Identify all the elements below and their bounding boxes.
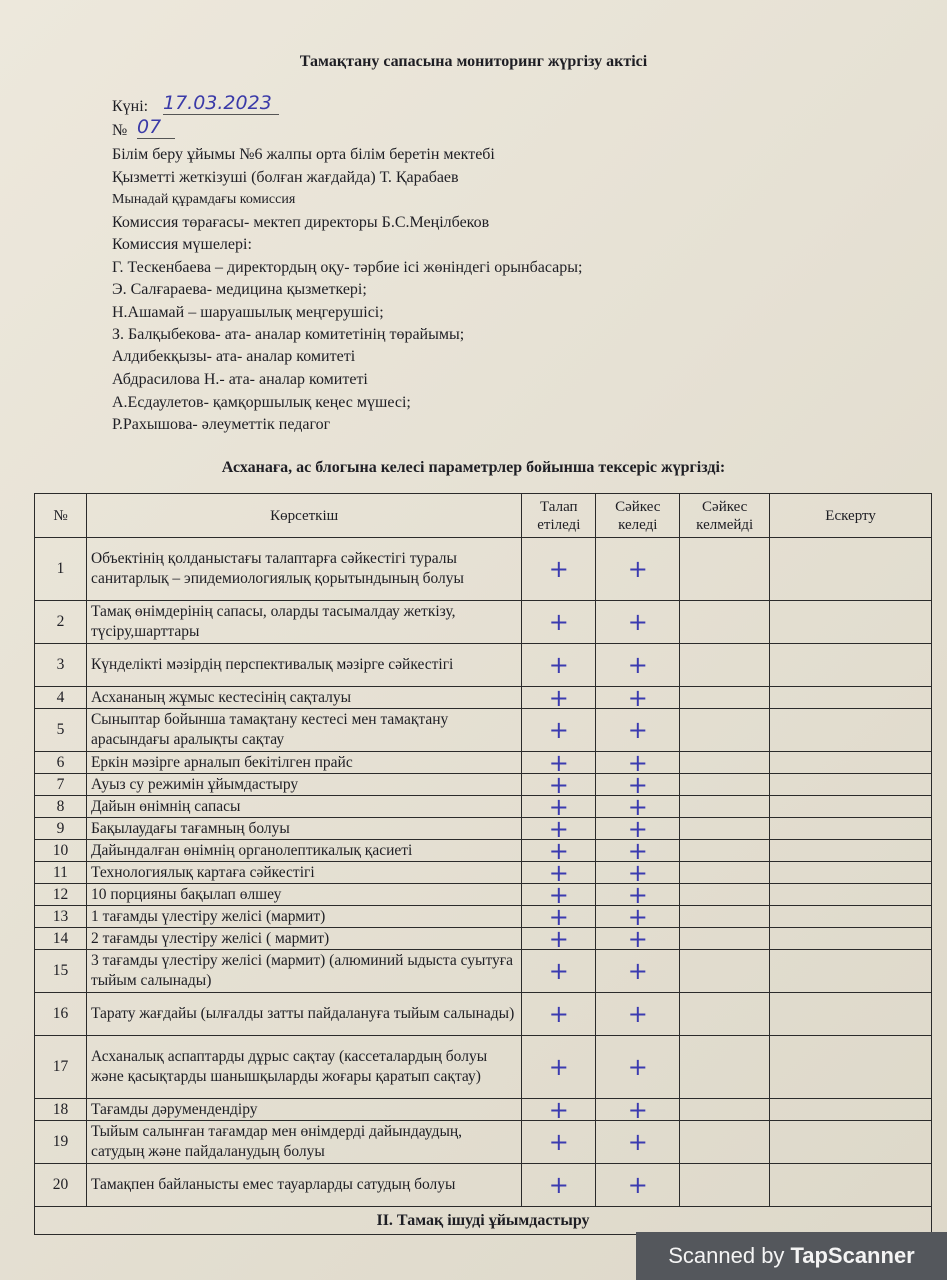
table-row [35, 993, 932, 1036]
row-num: 19 [35, 1121, 87, 1164]
row-complies-mark: + [596, 1164, 680, 1207]
row-required-mark: + [522, 1164, 596, 1207]
row-note [770, 906, 932, 928]
section-two-row [35, 1207, 932, 1235]
row-required-mark: + [522, 687, 596, 709]
row-note [770, 796, 932, 818]
row-complies-mark: + [596, 796, 680, 818]
row-complies-mark: + [596, 1036, 680, 1099]
row-complies-mark: + [596, 818, 680, 840]
commission-line: Мынадай құрамдағы комиссия [112, 192, 296, 207]
row-required-mark: + [522, 928, 596, 950]
row-indicator: Ауыз су режимін ұйымдастыру [86, 774, 521, 796]
row-indicator: Күнделікті мәзірдің перспективалық мәзірге сәйкестігі [86, 644, 521, 687]
table-row [35, 538, 932, 601]
row-num: 15 [35, 950, 87, 993]
row-note [770, 818, 932, 840]
row-required-mark: + [522, 1036, 596, 1099]
table-row [35, 601, 932, 644]
row-complies-mark: + [596, 1099, 680, 1121]
row-complies-mark: + [596, 774, 680, 796]
member-line: Г. Тескенбаева – директордың оқу- тәрбие ісі жөніндегі орынбасары; [112, 259, 583, 276]
row-indicator: Технологиялық картаға сәйкестігі [86, 862, 521, 884]
row-complies-mark: + [596, 687, 680, 709]
row-note [770, 993, 932, 1036]
table-row [35, 1036, 932, 1099]
row-required-mark: + [522, 796, 596, 818]
row-complies-mark: + [596, 993, 680, 1036]
row-indicator: Бақылаудағы тағамның болуы [86, 818, 521, 840]
row-required-mark: + [522, 1121, 596, 1164]
scanner-brand: TapScanner [790, 1243, 915, 1268]
table-row [35, 840, 932, 862]
row-complies-mark: + [596, 840, 680, 862]
row-required-mark: + [522, 644, 596, 687]
header-note: Ескерту [770, 494, 932, 538]
row-required-mark: + [522, 538, 596, 601]
row-required-mark: + [522, 884, 596, 906]
row-indicator: Дайындалған өнімнің органолептикалық қасиеті [86, 840, 521, 862]
row-indicator: Объектінің қолданыстағы талаптарға сәйкестігі туралы санитарлық – эпидемиологиялық қорытындының болуы [86, 538, 521, 601]
row-num: 3 [35, 644, 87, 687]
date-value: 17.03.2023 [163, 92, 279, 115]
row-indicator: Тарату жағдайы (ылғалды затты пайдалануға тыйым салынады) [86, 993, 521, 1036]
row-not-complies [680, 840, 770, 862]
scanner-watermark [636, 1232, 947, 1280]
row-note [770, 538, 932, 601]
row-indicator: Сыныптар бойынша тамақтану кестесі мен тамақтану арасындағы аралықты сақтау [86, 709, 521, 752]
scanner-prefix: Scanned by [668, 1243, 785, 1268]
table-row [35, 1121, 932, 1164]
table-row [35, 644, 932, 687]
row-required-mark: + [522, 840, 596, 862]
row-complies-mark: + [596, 1121, 680, 1164]
row-note [770, 1164, 932, 1207]
row-num: 10 [35, 840, 87, 862]
row-indicator: Тамақ өнімдерінің сапасы, оларды тасымалдау жеткізу, түсіру,шарттары [86, 601, 521, 644]
row-note [770, 687, 932, 709]
table-row [35, 818, 932, 840]
row-num: 1 [35, 538, 87, 601]
row-note [770, 1099, 932, 1121]
row-note [770, 884, 932, 906]
table-row [35, 862, 932, 884]
row-indicator: Дайын өнімнің сапасы [86, 796, 521, 818]
row-complies-mark: + [596, 862, 680, 884]
document-title: Тамақтану сапасына мониторинг жүргізу актісі [299, 53, 648, 70]
row-indicator: 10 порцияны бақылап өлшеу [86, 884, 521, 906]
member-line: Э. Салғараева- медицина қызметкері; [112, 281, 367, 298]
member-line: Алдибекқызы- ата- аналар комитеті [112, 348, 356, 365]
row-complies-mark: + [596, 884, 680, 906]
row-note [770, 840, 932, 862]
table-row [35, 928, 932, 950]
row-note [770, 928, 932, 950]
row-required-mark: + [522, 950, 596, 993]
row-num: 17 [35, 1036, 87, 1099]
row-not-complies [680, 1164, 770, 1207]
row-indicator: 2 тағамды үлестіру желісі ( мармит) [86, 928, 521, 950]
row-not-complies [680, 752, 770, 774]
row-not-complies [680, 796, 770, 818]
table-header-row [35, 494, 932, 538]
row-not-complies [680, 906, 770, 928]
row-not-complies [680, 1121, 770, 1164]
table-row [35, 687, 932, 709]
row-complies-mark: + [596, 928, 680, 950]
row-indicator: 3 тағамды үлестіру желісі (мармит) (алюминий ыдыста суытуға тыйым салынады) [86, 950, 521, 993]
header-complies: Сәйкес келеді [596, 494, 680, 538]
row-complies-mark: + [596, 644, 680, 687]
table-row [35, 774, 932, 796]
member-line: З. Балқыбекова- ата- аналар комитетінің төрайымы; [112, 326, 465, 343]
row-not-complies [680, 1099, 770, 1121]
table-row [35, 950, 932, 993]
row-num: 8 [35, 796, 87, 818]
row-required-mark: + [522, 1099, 596, 1121]
row-complies-mark: + [596, 601, 680, 644]
row-num: 20 [35, 1164, 87, 1207]
row-required-mark: + [522, 906, 596, 928]
table-row [35, 884, 932, 906]
inspection-table [34, 493, 932, 1235]
row-note [770, 774, 932, 796]
member-line: Абдрасилова Н.- ата- аналар комитеті [112, 371, 368, 388]
row-indicator: Тағамды дәрумендендіру [86, 1099, 521, 1121]
date-line [112, 98, 148, 116]
row-num: 11 [35, 862, 87, 884]
row-note [770, 1036, 932, 1099]
row-required-mark: + [522, 993, 596, 1036]
school-line: Білім беру ұйымы №6 жалпы орта білім беретін мектебі [112, 146, 495, 163]
members-label: Комиссия мүшелері: [112, 236, 252, 253]
row-note [770, 752, 932, 774]
row-not-complies [680, 601, 770, 644]
row-not-complies [680, 950, 770, 993]
row-num: 2 [35, 601, 87, 644]
table-row [35, 1099, 932, 1121]
header-required: Талап етіледі [522, 494, 596, 538]
row-note [770, 862, 932, 884]
number-value: 07 [137, 116, 175, 139]
row-not-complies [680, 538, 770, 601]
number-line [112, 122, 127, 140]
row-not-complies [680, 928, 770, 950]
row-indicator: Асханалық аспаптарды дұрыс сақтау (кассеталардың болуы және қасықтарды шанышқыларды жоғары қаратып сақтау) [86, 1036, 521, 1099]
row-complies-mark: + [596, 538, 680, 601]
row-num: 13 [35, 906, 87, 928]
table-row [35, 709, 932, 752]
chairman-line: Комиссия төрағасы- мектеп директоры Б.С.Меңілбеков [112, 214, 490, 231]
header-indicator: Көрсеткіш [86, 494, 521, 538]
row-complies-mark: + [596, 950, 680, 993]
row-not-complies [680, 644, 770, 687]
row-note [770, 1121, 932, 1164]
row-not-complies [680, 993, 770, 1036]
table-row [35, 1164, 932, 1207]
inspection-heading: Асханаға, ас блогына келесі параметрлер бойынша тексеріс жүргізді: [221, 459, 726, 476]
supplier-line: Қызметті жеткізуші (болған жағдайда) Т. Қарабаев [112, 169, 459, 186]
section-two-heading: ІІ. Тамақ ішуді ұйымдастыру [35, 1207, 932, 1235]
row-num: 12 [35, 884, 87, 906]
row-required-mark: + [522, 818, 596, 840]
row-num: 5 [35, 709, 87, 752]
header-num: № [35, 494, 87, 538]
row-num: 14 [35, 928, 87, 950]
header-not-complies: Сәйкес келмейді [680, 494, 770, 538]
table-row [35, 906, 932, 928]
row-not-complies [680, 1036, 770, 1099]
row-indicator: Еркін мәзірге арналып бекітілген прайс [86, 752, 521, 774]
row-required-mark: + [522, 709, 596, 752]
row-complies-mark: + [596, 752, 680, 774]
row-note [770, 950, 932, 993]
date-label: Күні: [112, 98, 149, 115]
row-indicator: Асхананың жұмыс кестесінің сақталуы [86, 687, 521, 709]
table-row [35, 796, 932, 818]
table-row [35, 752, 932, 774]
row-note [770, 644, 932, 687]
row-required-mark: + [522, 774, 596, 796]
row-num: 4 [35, 687, 87, 709]
row-note [770, 601, 932, 644]
row-indicator: 1 тағамды үлестіру желісі (мармит) [86, 906, 521, 928]
row-not-complies [680, 687, 770, 709]
row-complies-mark: + [596, 906, 680, 928]
row-num: 18 [35, 1099, 87, 1121]
row-not-complies [680, 884, 770, 906]
row-indicator: Тамақпен байланысты емес тауарларды сатудың болуы [86, 1164, 521, 1207]
member-line: Р.Рахышова- әлеуметтік педагог [112, 416, 331, 433]
row-not-complies [680, 862, 770, 884]
member-line: А.Есдаулетов- қамқоршылық кеңес мүшесі; [112, 394, 411, 411]
row-indicator: Тыйым салынған тағамдар мен өнімдерді дайындаудың, сатудың және пайдаланудың болуы [86, 1121, 521, 1164]
row-not-complies [680, 818, 770, 840]
row-required-mark: + [522, 862, 596, 884]
row-required-mark: + [522, 601, 596, 644]
row-num: 7 [35, 774, 87, 796]
row-num: 6 [35, 752, 87, 774]
row-required-mark: + [522, 752, 596, 774]
number-label: № [112, 122, 128, 139]
row-num: 16 [35, 993, 87, 1036]
member-line: Н.Ашамай – шаруашылық меңгерушісі; [112, 304, 384, 321]
row-complies-mark: + [596, 709, 680, 752]
row-note [770, 709, 932, 752]
row-not-complies [680, 774, 770, 796]
row-num: 9 [35, 818, 87, 840]
row-not-complies [680, 709, 770, 752]
